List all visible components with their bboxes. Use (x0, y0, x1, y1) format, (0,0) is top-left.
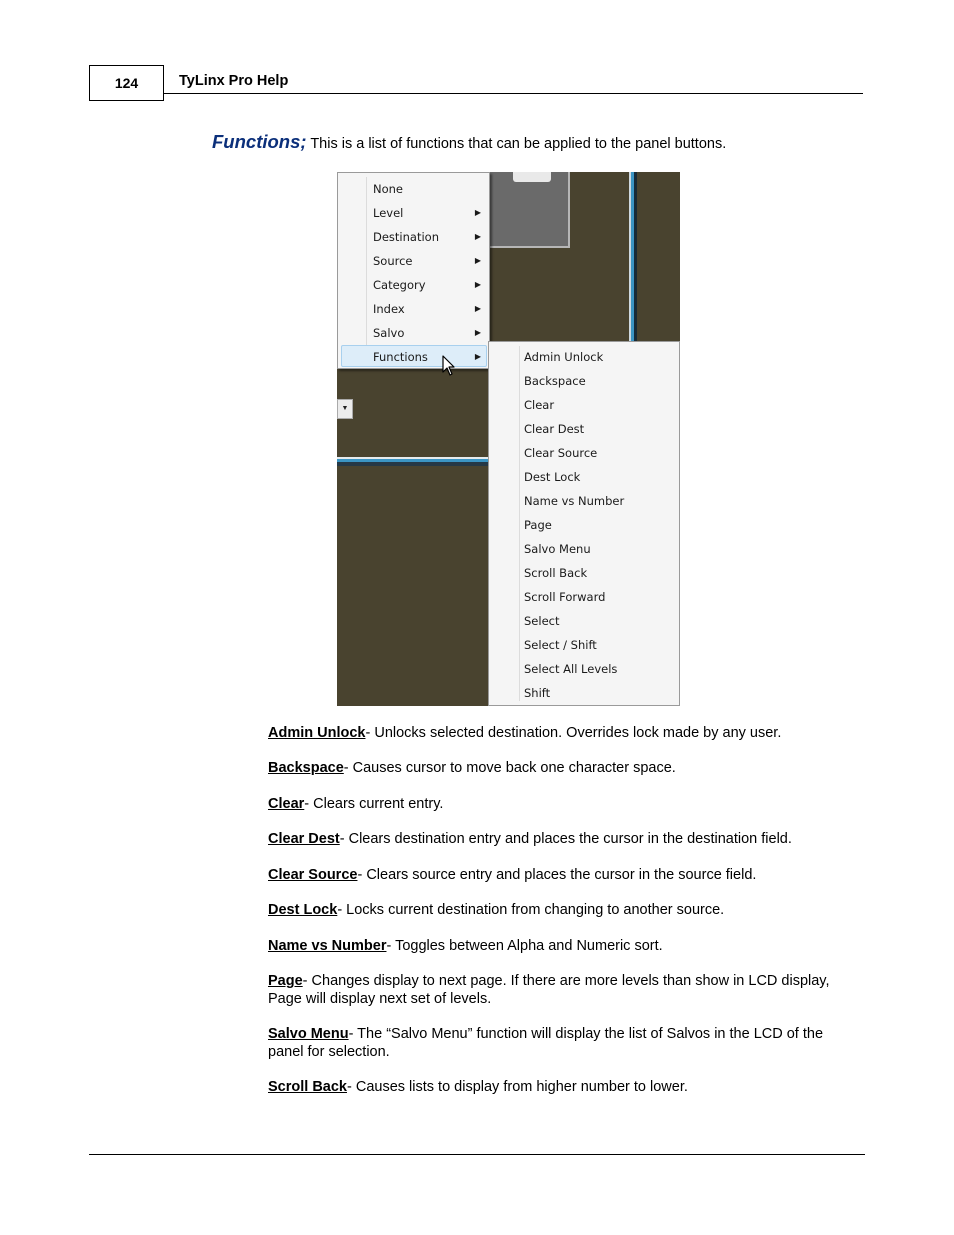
menu-item-salvo[interactable] (341, 321, 487, 343)
submenu-item-dest-lock[interactable]: Dest Lock (524, 470, 581, 484)
definition-term: Page (268, 973, 303, 989)
submenu-item-backspace[interactable]: Backspace (524, 374, 586, 388)
menu-item-category[interactable] (341, 273, 487, 295)
definition-text: - Causes cursor to move back one character space. (343, 760, 676, 776)
panel-background (487, 172, 570, 248)
mouse-pointer-icon (442, 355, 456, 377)
footer-divider (89, 1154, 865, 1155)
definition-scroll-back (268, 1078, 848, 1096)
menu-item-label: Index (373, 302, 405, 316)
definition-text: - The “Salvo Menu” function will display the list of Salvos in the LCD of the panel for selection. (268, 1026, 824, 1060)
submenu-arrow-icon: ▶ (474, 208, 481, 217)
submenu-item-admin-unlock[interactable]: Admin Unlock (524, 350, 604, 364)
submenu-arrow-icon: ▶ (474, 352, 481, 361)
definition-term: Clear (268, 796, 305, 812)
submenu-item-clear-dest[interactable]: Clear Dest (524, 422, 585, 436)
page-number: 124 (89, 65, 164, 101)
menu-item-label: Salvo (373, 326, 405, 340)
definition-term: Scroll Back (268, 1079, 347, 1095)
functions-submenu (488, 341, 680, 706)
menu-item-label: None (373, 182, 404, 196)
definition-term: Backspace (268, 760, 344, 776)
definition-clear-source (268, 866, 848, 884)
menu-item-source[interactable] (341, 249, 487, 271)
document-title: TyLinx Pro Help (179, 73, 289, 89)
horizontal-divider (337, 457, 489, 466)
submenu-item-clear-source[interactable]: Clear Source (524, 446, 598, 460)
definition-dest-lock (268, 901, 848, 919)
section-heading: Functions; (212, 131, 307, 152)
menu-item-label: Source (373, 254, 413, 268)
menu-item-level[interactable] (341, 201, 487, 223)
definition-term: Clear Source (268, 867, 358, 883)
definition-term: Clear Dest (268, 831, 340, 847)
definition-page (268, 972, 848, 1008)
submenu-arrow-icon: ▶ (474, 280, 481, 289)
definition-backspace (268, 759, 848, 777)
menu-item-none[interactable] (341, 177, 487, 199)
menu-item-label: Functions (373, 350, 428, 364)
definition-text: - Locks current destination from changing to another source. (337, 902, 725, 918)
menu-item-functions[interactable] (341, 345, 487, 367)
dropdown-button[interactable] (337, 399, 353, 419)
definition-name-vs-number (268, 937, 848, 955)
section-intro (212, 131, 726, 153)
definition-admin-unlock (268, 724, 848, 742)
definition-text: - Changes display to next page. If there are more levels than show in LCD display, Page will display next set of levels. (268, 973, 830, 1007)
definition-salvo-menu (268, 1025, 848, 1061)
menu-item-label: Category (373, 278, 426, 292)
menu-item-label: Level (373, 206, 404, 220)
submenu-item-scroll-back[interactable]: Scroll Back (524, 566, 588, 580)
submenu-arrow-icon: ▶ (474, 256, 481, 265)
definition-text: - Toggles between Alpha and Numeric sort. (386, 938, 663, 954)
submenu-item-select[interactable]: Select (524, 614, 560, 628)
definition-text: - Clears source entry and places the cursor in the source field. (357, 867, 757, 883)
definition-text: - Unlocks selected destination. Overrides lock made by any user. (365, 725, 782, 741)
submenu-item-name-vs-number[interactable]: Name vs Number (524, 494, 625, 508)
definition-clear-dest (268, 830, 848, 848)
definition-term: Dest Lock (268, 902, 338, 918)
functions-menu-screenshot (337, 172, 680, 706)
submenu-item-clear[interactable]: Clear (524, 398, 555, 412)
definition-clear (268, 795, 848, 813)
section-intro-text: This is a list of functions that can be applied to the panel buttons. (306, 136, 727, 152)
context-menu (337, 172, 490, 369)
header-divider (164, 93, 863, 94)
definition-text: - Causes lists to display from higher number to lower. (347, 1079, 688, 1095)
submenu-item-salvo-menu[interactable]: Salvo Menu (524, 542, 591, 556)
submenu-item-scroll-forward[interactable]: Scroll Forward (524, 590, 606, 604)
menu-item-index[interactable] (341, 297, 487, 319)
menu-item-destination[interactable] (341, 225, 487, 247)
vertical-divider (629, 172, 637, 344)
definition-text: - Clears current entry. (304, 796, 444, 812)
definition-term: Admin Unlock (268, 725, 366, 741)
chevron-down-icon: ▼ (341, 405, 349, 412)
submenu-arrow-icon: ▶ (474, 328, 481, 337)
submenu-item-page[interactable]: Page (524, 518, 552, 532)
submenu-arrow-icon: ▶ (474, 232, 481, 241)
definition-text: - Clears destination entry and places the cursor in the destination field. (339, 831, 792, 847)
submenu-arrow-icon: ▶ (474, 304, 481, 313)
submenu-item-select-all-levels[interactable]: Select All Levels (524, 662, 618, 676)
menu-item-label: Destination (373, 230, 439, 244)
definition-term: Salvo Menu (268, 1026, 349, 1042)
panel-tab (513, 172, 551, 182)
submenu-item-select-shift[interactable]: Select / Shift (524, 638, 597, 652)
submenu-item-shift[interactable]: Shift (524, 686, 551, 700)
definition-term: Name vs Number (268, 938, 387, 954)
